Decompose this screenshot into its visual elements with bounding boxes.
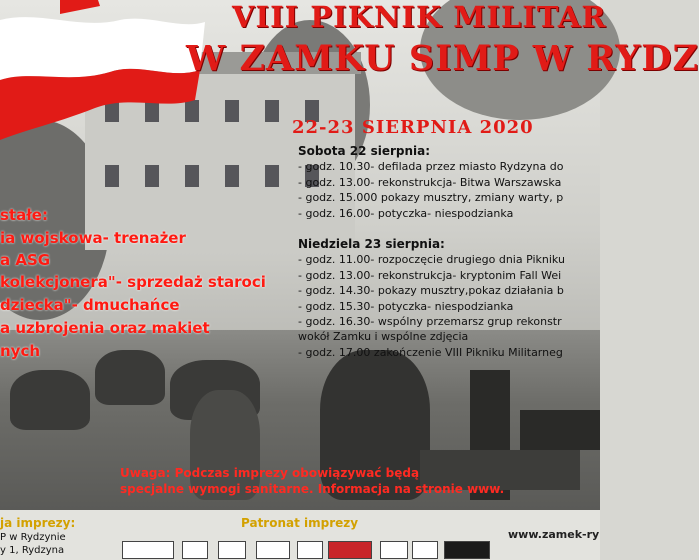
- website-link[interactable]: www.zamek-ry: [508, 528, 600, 541]
- patron-logo: [297, 541, 323, 559]
- schedule-item: - godz. 17.00 zakończenie VIII Pikniku Militarneg: [298, 345, 563, 359]
- schedule-item: - godz. 15.30- potyczka- niespodzianka: [298, 299, 514, 313]
- schedule-item: - godz. 15.000 pokazy musztry, zmiany warty, p: [298, 191, 564, 205]
- schedule-item: - godz. 16.30- wspólny przemarsz grup rekonstr: [298, 315, 562, 329]
- schedule-item: wokół Zamku i wspólne zdjęcia: [298, 330, 469, 344]
- patron-logo: [182, 541, 208, 559]
- sunday-schedule: [298, 237, 565, 360]
- patron-logo: [256, 541, 290, 559]
- attraction-item: a uzbrojenia oraz makiet: [0, 319, 210, 337]
- organizer-line: P w Rydzynie: [0, 532, 66, 543]
- polish-flag-graphic: [0, 0, 210, 150]
- patron-logo: [122, 541, 174, 559]
- patron-logo: [412, 541, 438, 559]
- saturday-schedule: [298, 144, 563, 221]
- footer: [0, 510, 600, 560]
- patron-logo: [444, 541, 490, 559]
- attraction-item: kolekcjonera"- sprzedaż staroci: [0, 273, 266, 291]
- notice-line: specjalne wymogi sanitarne. Informacja na stronie www.: [120, 482, 505, 496]
- schedule-item: - godz. 16.00- potyczka- niespodzianka: [298, 206, 514, 220]
- attraction-item: dziecka"- dmuchańce: [0, 296, 180, 314]
- event-title-line2: W ZAMKU SIMP W RYDZ: [186, 38, 699, 79]
- schedule-item: - godz. 11.00- rozpoczęcie drugiego dnia Pikniku: [298, 253, 565, 267]
- schedule-item: - godz. 10.30- defilada przez miasto Rydzyna do: [298, 160, 564, 174]
- sunday-heading: Niedziela 23 sierpnia:: [298, 237, 445, 251]
- patron-logo: [328, 541, 372, 559]
- attraction-item: ia wojskowa- trenażer: [0, 229, 186, 247]
- patron-logo: [380, 541, 408, 559]
- schedule-item: - godz. 13.00- rekonstrukcja- Bitwa Warszawska: [298, 175, 562, 189]
- saturday-heading: Sobota 22 sierpnia:: [298, 144, 431, 158]
- attractions-heading: stałe:: [0, 206, 48, 224]
- attraction-item: a ASG: [0, 251, 51, 269]
- patron-logo: [218, 541, 246, 559]
- schedule-item: - godz. 13.00- rekonstrukcja- kryptonim Fall Wei: [298, 268, 562, 282]
- event-date: 22-23 SIERPNIA 2020: [292, 117, 534, 138]
- patron-heading: Patronat imprezy: [241, 516, 359, 530]
- organizer-line: y 1, Rydzyna: [0, 545, 65, 556]
- organizer-heading: ja imprezy:: [0, 516, 76, 530]
- event-title-line1: VIII PIKNIK MILITAR: [232, 0, 607, 34]
- schedule-item: - godz. 14.30- pokazy musztry,pokaz działania b: [298, 284, 564, 298]
- sanitary-notice: [120, 465, 504, 497]
- notice-line: Uwaga: Podczas imprezy obowiązywać będą: [120, 466, 420, 480]
- attraction-item: nych: [0, 342, 41, 360]
